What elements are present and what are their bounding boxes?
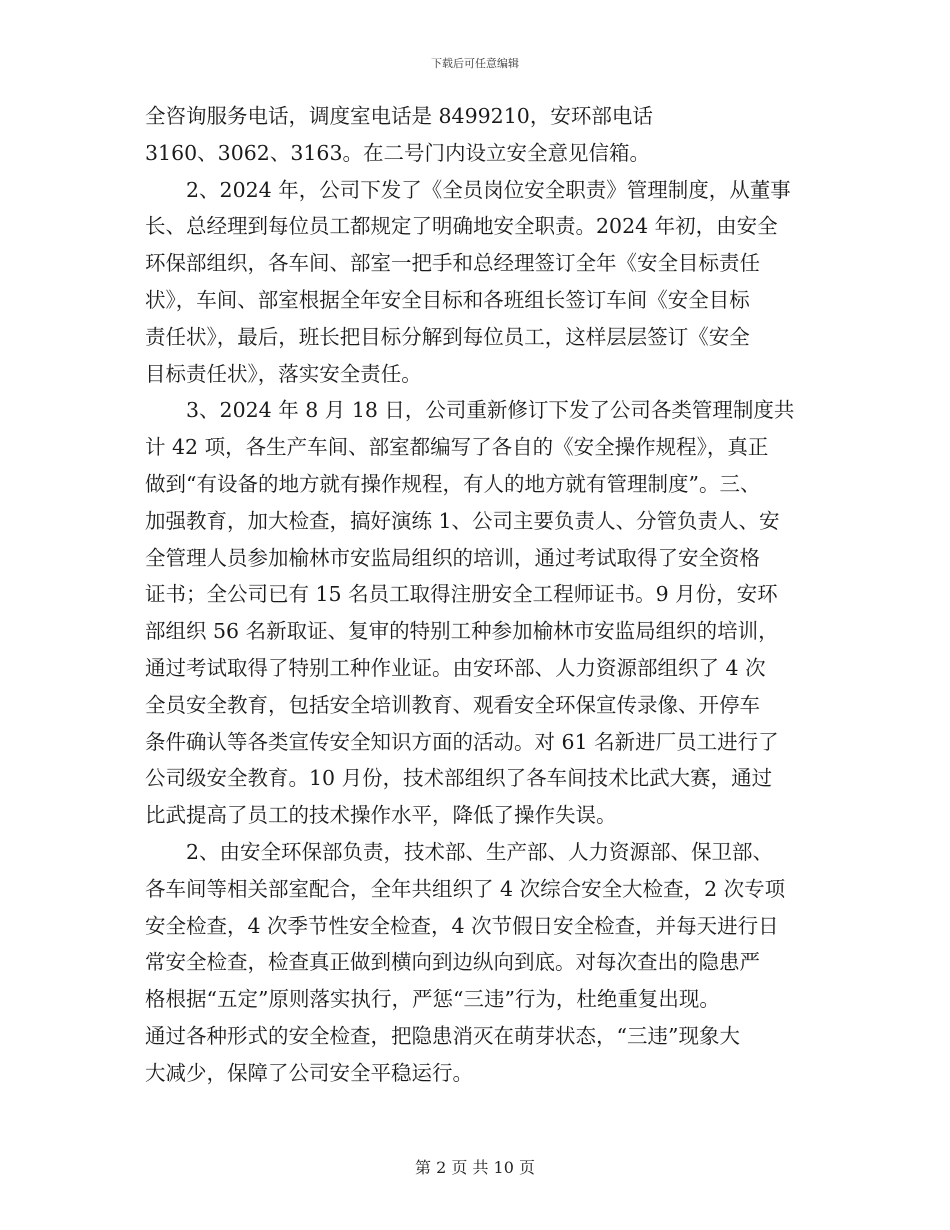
body-line: 状》，车间、部室根据全年安全目标和各班组长签订车间《安全目标 — [145, 287, 750, 312]
document-body — [145, 98, 813, 1092]
body-line: 大减少，保障了公司安全平稳运行。 — [145, 1060, 473, 1085]
body-line: 格根据“五定”原则落实执行，严惩“三违”行为，杜绝重复出现。 — [145, 987, 720, 1012]
body-line: 通过考试取得了特别工种作业证。由安环部、人力资源部组织了 4 次 — [145, 655, 766, 680]
body-line: 比武提高了员工的技术操作水平，降低了操作失误。 — [145, 803, 617, 828]
page-number-footer: 第 2 页 共 10 页 — [415, 1158, 535, 1177]
body-line: 加强教育，加大检查，搞好演练 1、公司主要负责人、分管负责人、安 — [145, 508, 780, 533]
body-line: 做到“有设备的地方就有操作规程，有人的地方就有管理制度”。三、 — [145, 471, 761, 496]
body-line: 2、由安全环保部负责，技术部、生产部、人力资源部、保卫部、 — [186, 839, 774, 864]
body-line: 全咨询服务电话，调度室电话是 8499210，安环部电话 — [145, 104, 653, 128]
body-line: 安全检查，4 次季节性安全检查，4 次节假日安全检查，并每天进行日 — [145, 913, 779, 938]
body-line: 证书；全公司已有 15 名员工取得注册安全工程师证书。9 月份，安环 — [145, 582, 778, 607]
body-line: 责任状》，最后，班长把目标分解到每位员工，这样层层签订《安全 — [145, 324, 750, 349]
body-line: 公司级安全教育。10 月份，技术部组织了各车间技术比武大赛，通过 — [145, 766, 773, 791]
body-line: 计 42 项，各生产车间、部室都编写了各自的《安全操作规程》，真正 — [145, 435, 769, 460]
body-line: 2、2024 年，公司下发了《全员岗位安全职责》管理制度，从董事 — [186, 177, 791, 202]
body-line: 部组织 56 名新取证、复审的特别工种参加榆林市安监局组织的培训， — [145, 619, 779, 644]
body-line: 条件确认等各类宣传安全知识方面的活动。对 61 名新进厂员工进行了 — [145, 729, 779, 754]
page-header: 下载后可任意编辑 — [431, 57, 519, 70]
body-line: 通过各种形式的安全检查，把隐患消灭在萌芽状态，“三违”现象大 — [145, 1023, 740, 1048]
body-line: 长、总经理到每位员工都规定了明确地安全职责。2024 年初，由安全 — [145, 214, 778, 239]
body-line: 环保部组织，各车间、部室一把手和总经理签订全年《安全目标责任 — [145, 251, 760, 276]
body-line: 3、2024 年 8 月 18 日，公司重新修订下发了公司各类管理制度共 — [186, 398, 795, 423]
body-line: 全员安全教育，包括安全培训教育、观看安全环保宣传录像、开停车 — [145, 692, 760, 717]
body-line: 全管理人员参加榆林市安监局组织的培训，通过考试取得了安全资格 — [145, 545, 760, 570]
body-line: 目标责任状》，落实安全责任。 — [145, 361, 422, 386]
body-line: 常安全检查，检查真正做到横向到边纵向到底。对每次查出的隐患严 — [145, 950, 760, 975]
body-line: 3160、3062、3163。在二号门内设立安全意见信箱。 — [145, 140, 651, 165]
body-line: 各车间等相关部室配合，全年共组织了 4 次综合安全大检查，2 次专项 — [145, 876, 786, 901]
